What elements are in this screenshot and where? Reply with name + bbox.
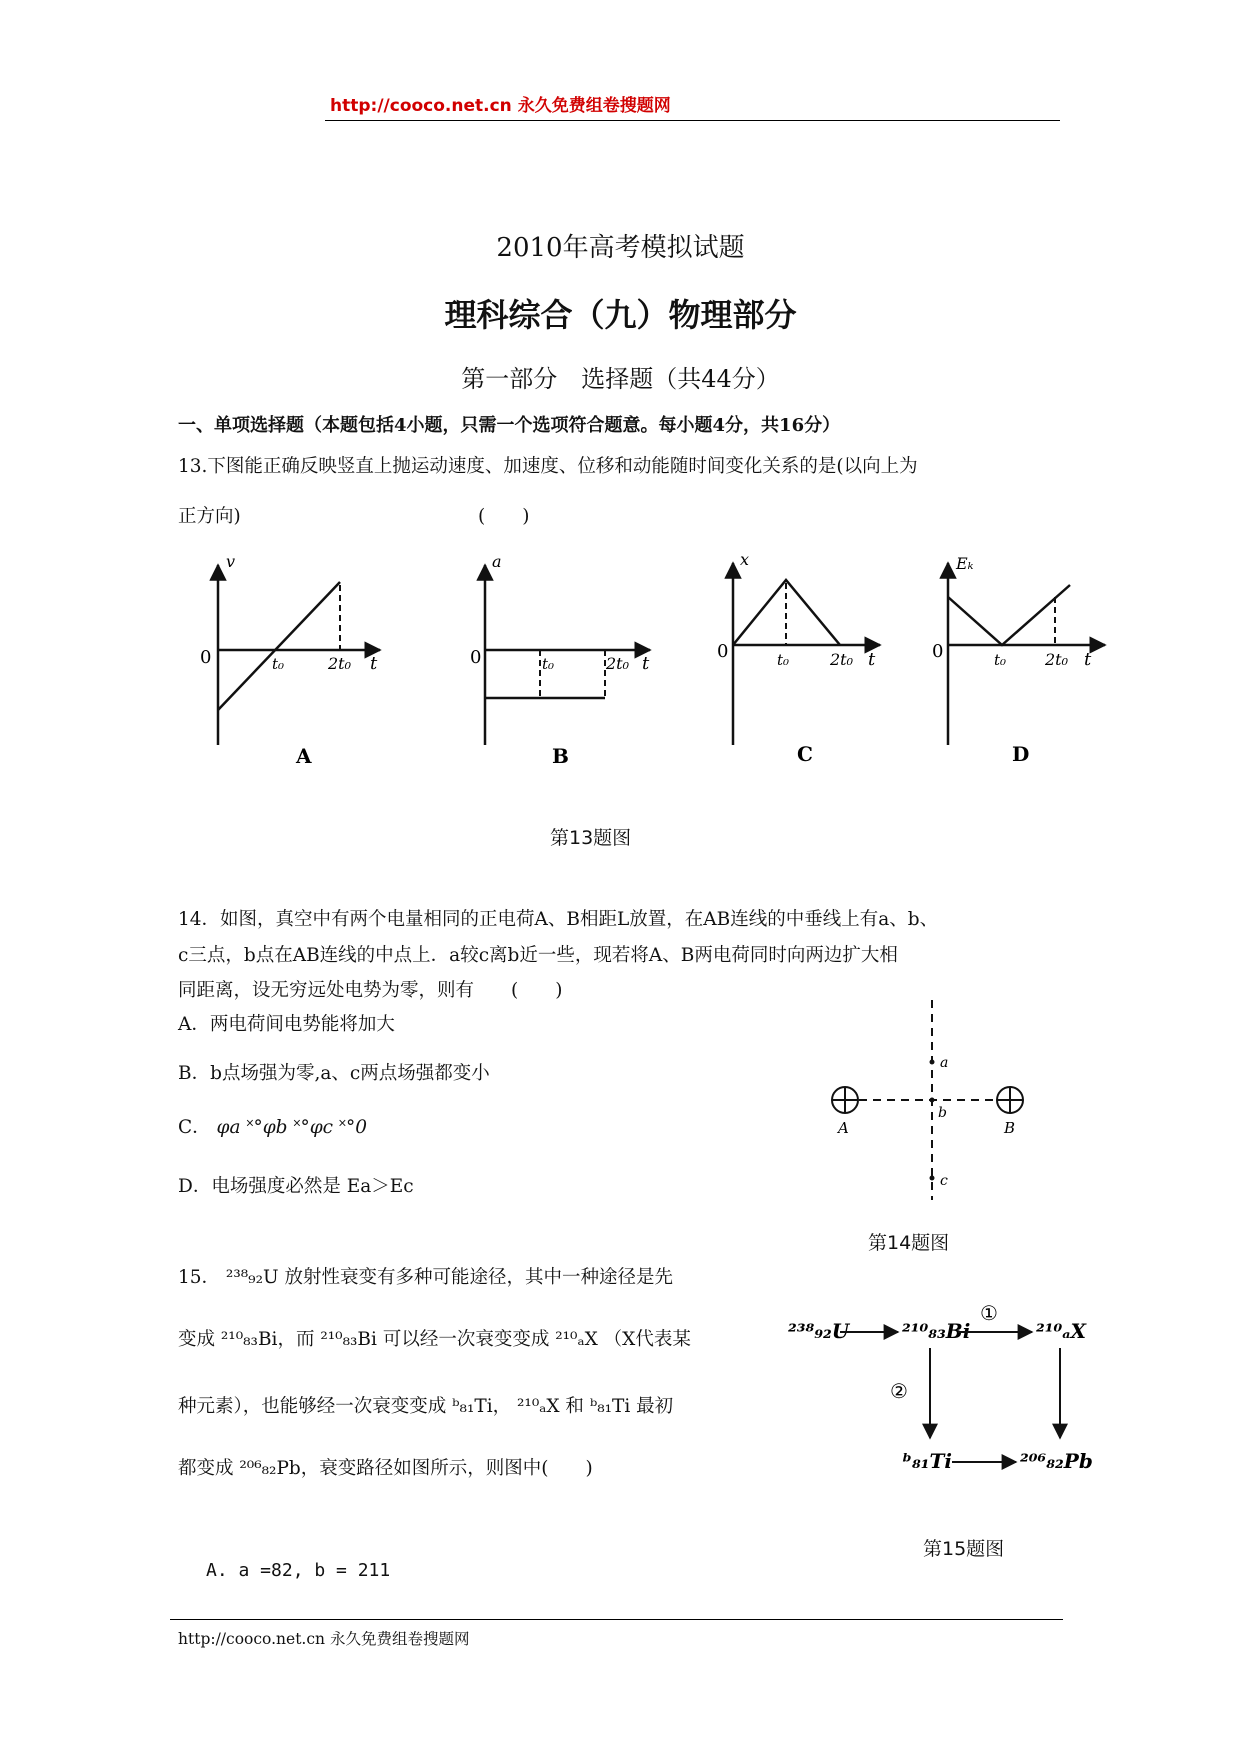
graph-d — [932, 554, 1105, 766]
graph-b-y-label: a — [492, 552, 502, 571]
graph-c-t0: t₀ — [777, 651, 790, 669]
graph-d-2t0: 2t₀ — [1045, 650, 1069, 669]
q13-line2: 正方向) — [178, 506, 241, 527]
charge-a-icon — [832, 1087, 858, 1113]
graph-a-origin: 0 — [200, 647, 212, 668]
charge-b-label: B — [1004, 1119, 1016, 1137]
graph-a-t: t — [370, 653, 378, 674]
q13-line1: 13.下图能正确反映竖直上抛运动速度、加速度、位移和动能随时间变化关系的是(以向上为 — [178, 456, 918, 477]
graph-c-2t0: 2t₀ — [830, 650, 854, 669]
q14-option-d: D．电场强度必然是 Ea＞Ec — [178, 1176, 414, 1197]
part-title: 第一部分 选择题（共44分） — [461, 365, 780, 393]
q14-option-c-prefix: C． — [178, 1117, 211, 1138]
graph-b-t0: t₀ — [542, 655, 555, 673]
graph-b-label: B — [552, 744, 569, 768]
graph-c — [717, 550, 880, 766]
graph-c-origin: 0 — [717, 641, 729, 662]
graph-d-t0: t₀ — [994, 651, 1007, 669]
graph-d-y-label: Eₖ — [956, 554, 974, 573]
nuclide-u: ²³⁸₉₂U — [788, 1319, 850, 1343]
path-2-label: ② — [890, 1379, 908, 1403]
q14-line2: c三点，b点在AB连线的中点上．a较c离b近一些，现若将A、B两电荷同时向两边扩大相 — [178, 945, 898, 966]
footer-rule — [170, 1619, 1063, 1620]
graph-c-label: C — [797, 742, 813, 766]
q15-line4: 都变成 ²⁰⁶₈₂Pb，衰变路径如图所示，则图中( ) — [178, 1458, 593, 1479]
nuclide-x: ²¹⁰ₐX — [1036, 1319, 1086, 1343]
graph-b — [470, 552, 650, 768]
subject-title: 理科综合（九）物理部分 — [444, 296, 797, 334]
graph-a-t0: t₀ — [272, 655, 285, 673]
q14-caption: 第14题图 — [868, 1232, 950, 1254]
q15-figure — [780, 1298, 1110, 1488]
q15-caption: 第15题图 — [923, 1538, 1005, 1560]
charge-a-label: A — [838, 1119, 849, 1137]
q14-line3: 同距离，设无穷远处电势为零，则有 ( ) — [178, 980, 563, 1001]
footer-link[interactable]: http://cooco.net.cn 永久免费组卷搜题网 — [178, 1630, 470, 1648]
nuclide-bi: ²¹⁰₈₃Bi — [902, 1319, 971, 1343]
q14-option-b: B．b点场强为零,a、c两点场强都变小 — [178, 1063, 490, 1084]
nuclide-ti: ᵇ₈₁Ti — [902, 1449, 952, 1473]
q14-option-c — [178, 1113, 367, 1139]
graph-d-label: D — [1012, 742, 1030, 766]
charge-b-icon — [997, 1087, 1023, 1113]
q15-line1: 15． ²³⁸₉₂U 放射性衰变有多种可能途径，其中一种途径是先 — [178, 1267, 673, 1288]
q14-option-a: A．两电荷间电势能将加大 — [178, 1014, 395, 1035]
section-heading: 一、单项选择题（本题包括4小题，只需一个选项符合题意。每小题4分，共16分） — [178, 415, 841, 436]
graph-b-2t0: 2t₀ — [606, 654, 630, 673]
nuclide-pb: ²⁰⁶₈₂Pb — [1020, 1449, 1093, 1473]
header-link[interactable]: http://cooco.net.cn 永久免费组卷搜题网 — [330, 96, 671, 116]
graph-d-origin: 0 — [932, 641, 944, 662]
graph-c-t: t — [868, 649, 876, 670]
graph-a — [200, 552, 380, 768]
point-b-label: b — [938, 1105, 947, 1121]
q15-line2: 变成 ²¹⁰₈₃Bi，而 ²¹⁰₈₃Bi 可以经一次衰变变成 ²¹⁰ₐX （X代表某 — [178, 1329, 691, 1350]
q14-option-c-math: φa ˟°φb ˟°φc ˟°0 — [216, 1117, 367, 1138]
graph-b-t: t — [642, 653, 650, 674]
q15-line3: 种元素），也能够经一次衰变变成 ᵇ₈₁Ti， ²¹⁰ₐX 和 ᵇ₈₁Ti 最初 — [178, 1396, 674, 1417]
q14-line1: 14．如图，真空中有两个电量相同的正电荷A、B相距L放置，在AB连线的中垂线上有a、b、 — [178, 909, 939, 930]
q14-figure — [820, 995, 1040, 1205]
graph-a-y-label: v — [226, 552, 236, 571]
graph-c-y-label: x — [740, 550, 750, 569]
q13-graphs — [180, 545, 1120, 805]
graph-a-label: A — [296, 744, 312, 768]
q13-caption: 第13题图 — [550, 827, 632, 849]
q13-answer-blank: ( ) — [478, 506, 530, 527]
point-c-label: c — [940, 1173, 948, 1189]
graph-a-2t0: 2t₀ — [328, 654, 352, 673]
point-a-label: a — [940, 1055, 949, 1071]
graph-d-t: t — [1084, 649, 1092, 670]
path-1-label: ① — [980, 1301, 998, 1325]
header-rule — [325, 120, 1060, 121]
exam-title: 2010年高考模拟试题 — [496, 233, 745, 263]
graph-b-origin: 0 — [470, 647, 482, 668]
q15-option-a: A. a =82, b = 211 — [206, 1560, 391, 1581]
